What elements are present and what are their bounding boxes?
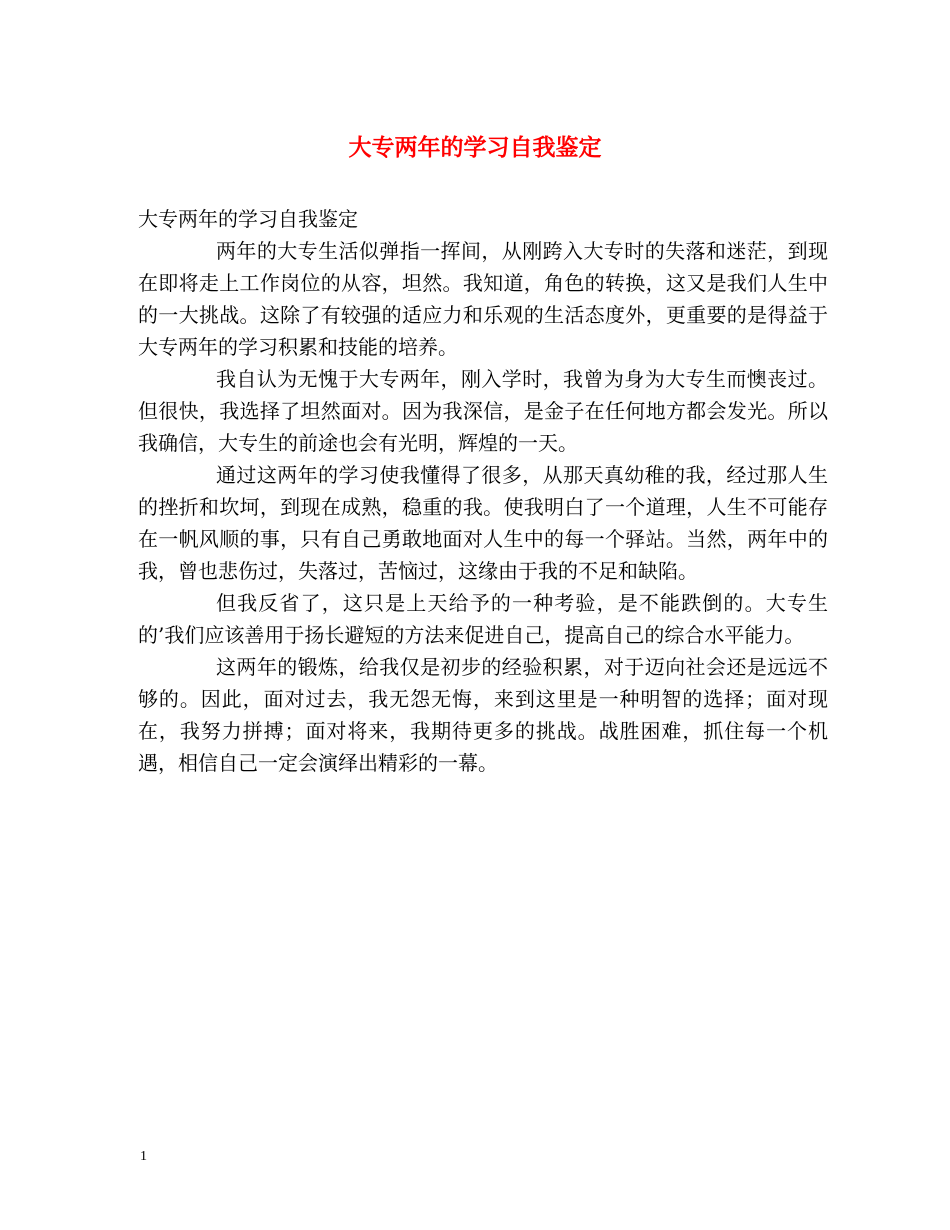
- paragraph-5: 这两年的锻炼，给我仅是初步的经验积累，对于迈向社会还是远远不够的。因此，面对过去，我无怨无悔，来到这里是一种明智的选择；面对现在，我努力拼搏；面对将来，我期待更多的挑战。战胜困难，抓住每一个机遇，相信自己一定会演绎出精彩的一幕。: [138, 655, 828, 775]
- document-body: [138, 203, 828, 779]
- page-number: 1: [140, 1149, 147, 1164]
- document-subtitle: 大专两年的学习自我鉴定: [138, 207, 358, 231]
- paragraph-2: 我自认为无愧于大专两年，刚入学时，我曾为身为大专生而懊丧过。但很快，我选择了坦然面对。因为我深信，是金子在任何地方都会发光。所以我确信，大专生的前途也会有光明，辉煌的一天。: [138, 367, 828, 455]
- document-title: 大专两年的学习自我鉴定: [348, 134, 602, 161]
- paragraph-3: 通过这两年的学习使我懂得了很多，从那天真幼稚的我，经过那人生的挫折和坎坷，到现在成熟，稳重的我。使我明白了一个道理，人生不可能存在一帆风顺的事，只有自己勇敢地面对人生中的每一个驿站。当然，两年中的我，曾也悲伤过，失落过，苦恼过，这缘由于我的不足和缺陷。: [138, 463, 828, 583]
- paragraph-4: 但我反省了，这只是上天给予的一种考验，是不能跌倒的。大专生的’我们应该善用于扬长避短的方法来促进自己，提高自己的综合水平能力。: [138, 591, 828, 647]
- paragraph-1: 两年的大专生活似弹指一挥间，从刚跨入大专时的失落和迷茫，到现在即将走上工作岗位的从容，坦然。我知道，角色的转换，这又是我们人生中的一大挑战。这除了有较强的适应力和乐观的生活态度外，更重要的是得益于大专两年的学习积累和技能的培养。: [138, 239, 828, 359]
